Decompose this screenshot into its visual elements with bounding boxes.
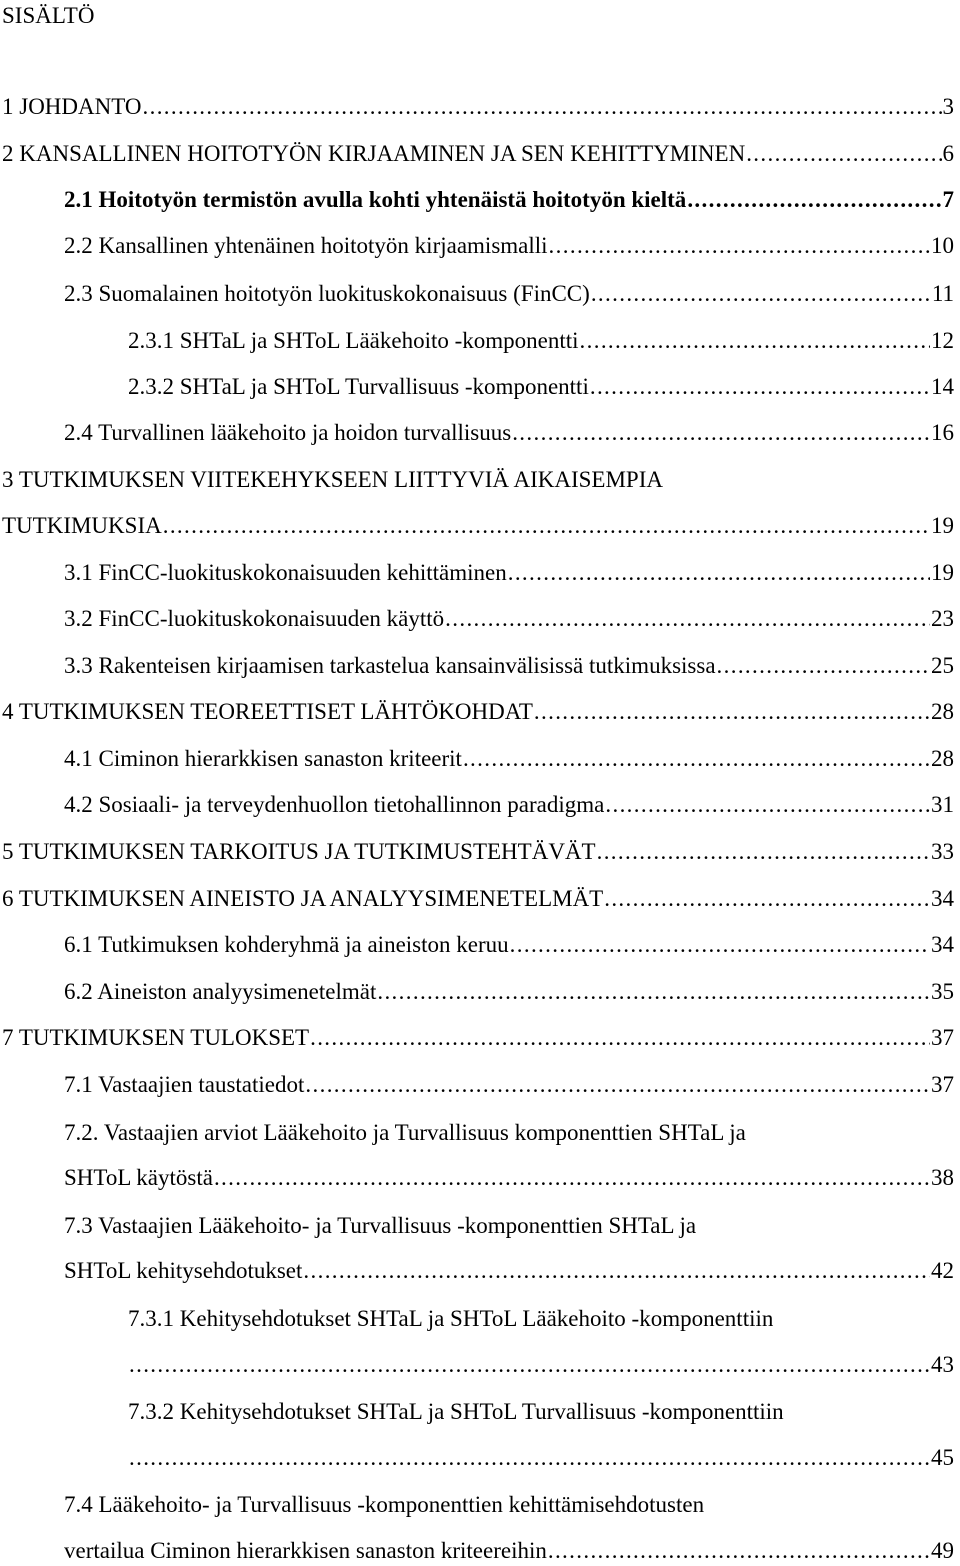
toc-entry-page: 3: [942, 94, 954, 119]
toc-entry[interactable]: [2, 1023, 954, 1053]
toc-entry[interactable]: [64, 558, 954, 588]
toc-entry-title: 4.1 Ciminon hierarkkisen sanaston kriteerit: [64, 746, 462, 771]
toc-entry[interactable]: [64, 604, 954, 634]
toc-entry-title: 7.1 Vastaajien taustatiedot: [64, 1072, 305, 1097]
toc-entry-page: 35: [931, 979, 954, 1004]
toc-entry-title: 4.2 Sosiaali- ja terveydenhuollon tietohallinnon paradigma: [64, 792, 605, 817]
toc-entry[interactable]: [64, 185, 954, 215]
toc-entry[interactable]: [64, 977, 954, 1007]
toc-entry-line[interactable]: [64, 1490, 954, 1520]
dot-leader: [310, 1023, 930, 1053]
toc-entry[interactable]: [2, 139, 954, 169]
toc-entry-page: 25: [931, 653, 954, 678]
dot-leader: [512, 418, 930, 448]
toc-entry[interactable]: [64, 1163, 954, 1193]
dot-leader: [305, 1070, 930, 1100]
toc-entry-page: 43: [931, 1352, 954, 1377]
toc-entry-title: SHToL käytöstä: [64, 1165, 213, 1190]
dot-leader: [717, 651, 930, 681]
toc-entry-page: 33: [931, 839, 954, 864]
toc-entry[interactable]: [64, 790, 954, 820]
toc-entry[interactable]: [2, 697, 954, 727]
toc-entry-page: 45: [931, 1445, 954, 1470]
toc-entry-line[interactable]: [2, 465, 954, 495]
toc-entry-title: 7 TUTKIMUKSEN TULOKSET: [2, 1025, 310, 1050]
dot-leader: [597, 837, 930, 867]
toc-entry-title: 4 TUTKIMUKSEN TEOREETTISET LÄHTÖKOHDAT: [2, 699, 533, 724]
toc-entry-title: 7.3.1 Kehitysehdotukset SHTaL ja SHToL Lääkehoito -komponenttiin: [128, 1306, 774, 1331]
toc-entry-title: 2.3.2 SHTaL ja SHToL Turvallisuus -komponentti: [128, 374, 589, 399]
toc-entry-page: 49: [931, 1538, 954, 1563]
toc-entry[interactable]: [64, 1256, 954, 1286]
dot-leader: [549, 231, 930, 261]
dot-leader: [534, 697, 930, 727]
toc-entry-page: 6: [942, 141, 954, 166]
toc-entry-line[interactable]: [64, 1211, 954, 1241]
page-heading: SISÄLTÖ: [2, 3, 95, 28]
dot-leader: [604, 884, 930, 914]
dot-leader: [303, 1256, 930, 1286]
toc-entry[interactable]: [2, 884, 954, 914]
toc-entry-title: SHToL kehitysehdotukset: [64, 1258, 303, 1283]
toc-entry-page: 28: [931, 746, 954, 771]
dot-leader: [591, 279, 931, 309]
dot-leader: [590, 372, 930, 402]
toc-entry-title: 2.3.1 SHTaL ja SHToL Lääkehoito -komponentti: [128, 328, 579, 353]
toc-entry[interactable]: [2, 511, 954, 541]
dot-leader: [463, 744, 930, 774]
toc-entry-title: 2.3 Suomalainen hoitotyön luokituskokonaisuus (FinCC): [64, 281, 590, 306]
toc-entry[interactable]: [64, 418, 954, 448]
toc-entry-title: 2.2 Kansallinen yhtenäinen hoitotyön kirjaamismalli: [64, 233, 548, 258]
dot-leader: [163, 511, 930, 541]
dot-leader: [687, 185, 941, 215]
dot-leader: [605, 790, 930, 820]
toc-entry-page: 28: [931, 699, 954, 724]
toc-entry-page: 37: [931, 1072, 954, 1097]
toc-entry-page: 10: [931, 233, 954, 258]
toc-entry-page: 19: [931, 560, 954, 585]
toc-entry[interactable]: [2, 92, 954, 122]
toc-entry[interactable]: [64, 1070, 954, 1100]
toc-entry-title: 2.4 Turvallinen lääkehoito ja hoidon turvallisuus: [64, 420, 512, 445]
toc-entry-title: 6.2 Aineiston analyysimenetelmät: [64, 979, 377, 1004]
toc-entry-page: 12: [931, 328, 954, 353]
dot-leader: [214, 1163, 930, 1193]
toc-entry-title: 7.2. Vastaajien arviot Lääkehoito ja Turvallisuus komponenttien SHTaL ja: [64, 1120, 746, 1145]
toc-entry[interactable]: [64, 279, 954, 309]
toc-entry[interactable]: [64, 651, 954, 681]
dot-leader: [129, 1443, 930, 1473]
toc-entry-line[interactable]: [128, 1304, 954, 1334]
toc-entry-title: 6.1 Tutkimuksen kohderyhmä ja aineiston keruu: [64, 932, 509, 957]
toc-entry-title: 3.3 Rakenteisen kirjaamisen tarkastelua kansainvälisissä tutkimuksissa: [64, 653, 716, 678]
dot-leader: [377, 977, 930, 1007]
toc-entry-page: 37: [931, 1025, 954, 1050]
toc-entry[interactable]: [64, 231, 954, 261]
toc-entry-title: 3.1 FinCC-luokituskokonaisuuden kehittäminen: [64, 560, 507, 585]
toc-entry-page: 23: [931, 606, 954, 631]
dot-leader: [445, 604, 930, 634]
toc-entry[interactable]: [128, 1350, 954, 1380]
toc-entry-page: 38: [931, 1165, 954, 1190]
toc-entry-page: 42: [931, 1258, 954, 1283]
toc-entry-line[interactable]: [128, 1397, 954, 1427]
toc-entry-page: 19: [931, 513, 954, 538]
toc-entry-page: 7: [942, 187, 954, 212]
toc-entry-title: vertailua Ciminon hierarkkisen sanaston kriteereihin: [64, 1538, 547, 1563]
toc-entry[interactable]: [64, 1536, 954, 1566]
toc-entry-title: 3 TUTKIMUKSEN VIITEKEHYKSEEN LIITTYVIÄ AIKAISEMPIA: [2, 467, 663, 492]
toc-entry[interactable]: [64, 744, 954, 774]
dot-leader: [580, 326, 930, 356]
toc-entry[interactable]: [128, 326, 954, 356]
toc-entry-title: TUTKIMUKSIA: [2, 513, 162, 538]
toc-entry-line[interactable]: [64, 1118, 954, 1148]
toc-entry-page: 14: [931, 374, 954, 399]
toc-entry-title: 6 TUTKIMUKSEN AINEISTO JA ANALYYSIMENETELMÄT: [2, 886, 604, 911]
toc-entry[interactable]: [2, 837, 954, 867]
dot-leader: [129, 1350, 930, 1380]
toc-entry-page: 31: [931, 792, 954, 817]
toc-entry[interactable]: [64, 930, 954, 960]
toc-entry-title: 3.2 FinCC-luokituskokonaisuuden käyttö: [64, 606, 445, 631]
dot-leader: [746, 139, 941, 169]
toc-entry[interactable]: [128, 1443, 954, 1473]
dot-leader: [508, 558, 930, 588]
toc-entry-title: 1 JOHDANTO: [2, 94, 142, 119]
dot-leader: [143, 92, 942, 122]
dot-leader: [510, 930, 930, 960]
toc-entry[interactable]: [128, 372, 954, 402]
toc-entry-page: 34: [931, 932, 954, 957]
toc-entry-page: 11: [931, 281, 954, 306]
toc-entry-title: 2.1 Hoitotyön termistön avulla kohti yhtenäistä hoitotyön kieltä: [64, 187, 687, 212]
toc-entry-title: 7.3 Vastaajien Lääkehoito- ja Turvallisuus -komponenttien SHTaL ja: [64, 1213, 697, 1238]
toc-entry-page: 16: [931, 420, 954, 445]
toc-entry-title: 5 TUTKIMUKSEN TARKOITUS JA TUTKIMUSTEHTÄVÄT: [2, 839, 596, 864]
toc-entry-title: 7.3.2 Kehitysehdotukset SHTaL ja SHToL Turvallisuus -komponenttiin: [128, 1399, 784, 1424]
toc-entry-title: 7.4 Lääkehoito- ja Turvallisuus -komponenttien kehittämisehdotusten: [64, 1492, 705, 1517]
toc-entry-title: 2 KANSALLINEN HOITOTYÖN KIRJAAMINEN JA SEN KEHITTYMINEN: [2, 141, 746, 166]
toc-entry-page: 34: [931, 886, 954, 911]
dot-leader: [548, 1536, 930, 1566]
